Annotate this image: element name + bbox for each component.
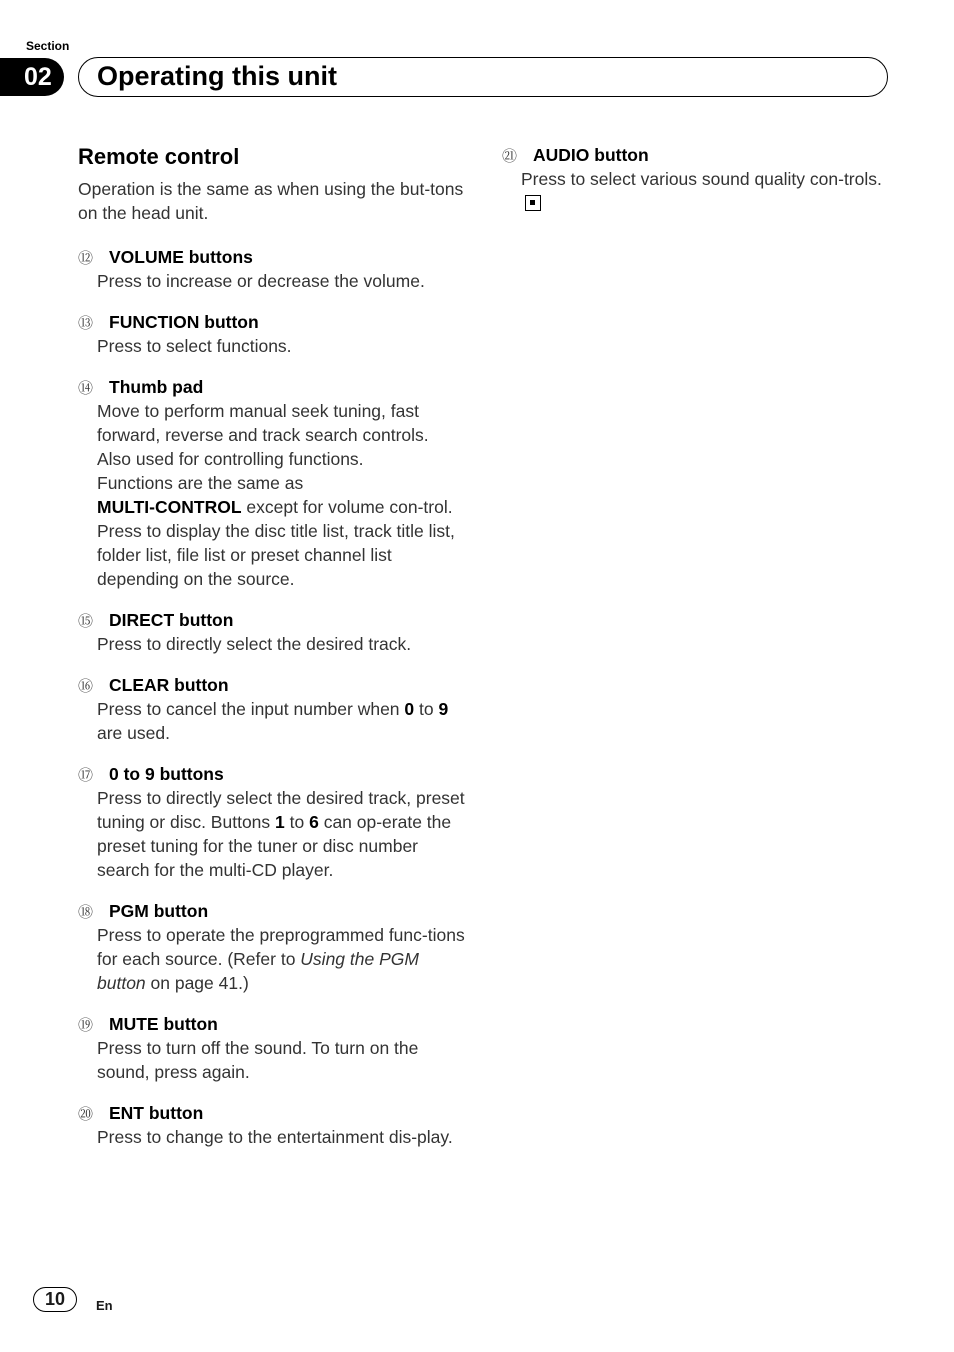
item-title: MUTE button bbox=[109, 1014, 218, 1034]
desc-text: Press to cancel the input number when bbox=[97, 699, 405, 719]
desc-text: on page 41.) bbox=[145, 973, 249, 993]
item-title: Thumb pad bbox=[109, 377, 204, 397]
item-clear bbox=[78, 673, 468, 745]
section-number-tab: 02 bbox=[0, 58, 64, 96]
desc-line: Press to display the disc title list, track title list, folder list, file list or preset channel list depending on the source. bbox=[97, 521, 455, 589]
item-description bbox=[97, 399, 468, 591]
item-volume bbox=[78, 245, 468, 293]
item-head bbox=[78, 245, 468, 269]
item-description: Press to change to the entertainment dis-play. bbox=[97, 1127, 453, 1147]
item-title: DIRECT button bbox=[109, 610, 234, 630]
left-column bbox=[78, 143, 468, 1166]
item-description: Press to select functions. bbox=[97, 336, 292, 356]
item-number-buttons bbox=[78, 762, 468, 882]
desc-line bbox=[97, 495, 468, 519]
bold-term: 6 bbox=[309, 812, 319, 832]
item-description bbox=[97, 786, 468, 882]
desc-line: Move to perform manual seek tuning, fast forward, reverse and track search controls. bbox=[97, 401, 429, 445]
title-bar bbox=[78, 57, 888, 97]
item-head bbox=[78, 375, 468, 399]
item-description bbox=[97, 697, 468, 745]
item-title: AUDIO button bbox=[533, 145, 649, 165]
desc-text: Press to operate the preprogrammed func-tions for each source. (Refer to bbox=[97, 925, 465, 969]
desc-line: Functions are the same as bbox=[97, 473, 304, 493]
item-direct bbox=[78, 608, 468, 656]
item-ent bbox=[78, 1101, 468, 1149]
page-number: 10 bbox=[33, 1287, 77, 1312]
item-title: FUNCTION button bbox=[109, 312, 259, 332]
bold-term: 9 bbox=[438, 699, 449, 719]
item-number: ⑯ bbox=[78, 678, 94, 695]
desc-text: to bbox=[284, 812, 310, 832]
item-number: ⑲ bbox=[78, 1017, 94, 1034]
bold-term: 0 bbox=[404, 699, 415, 719]
item-title: VOLUME buttons bbox=[109, 247, 253, 267]
item-audio bbox=[502, 143, 882, 215]
item-head bbox=[78, 608, 468, 632]
item-description bbox=[97, 923, 468, 995]
cross-reference: Using the PGM button bbox=[97, 949, 419, 993]
item-title: ENT button bbox=[109, 1103, 204, 1123]
item-title: 0 to 9 buttons bbox=[109, 764, 224, 784]
item-pgm bbox=[78, 899, 468, 995]
desc-text: Press to directly select the desired track, preset tuning or disc. Buttons bbox=[97, 788, 465, 832]
bold-term: 1 bbox=[275, 812, 285, 832]
item-number: ⑱ bbox=[78, 904, 94, 921]
item-head bbox=[502, 143, 882, 167]
desc-line: Also used for controlling functions. bbox=[97, 449, 364, 469]
item-head bbox=[78, 1012, 468, 1036]
item-number: ⑬ bbox=[78, 315, 94, 332]
item-number: ⑫ bbox=[78, 250, 94, 267]
language-code: En bbox=[96, 1298, 113, 1313]
item-head bbox=[78, 1101, 468, 1125]
item-description bbox=[521, 167, 882, 215]
item-head bbox=[78, 899, 468, 923]
right-column bbox=[502, 143, 882, 232]
desc-text: Press to select various sound quality con-trols. bbox=[521, 169, 882, 189]
bold-term: MULTI-CONTROL bbox=[97, 497, 242, 517]
section-heading: Remote control bbox=[78, 144, 240, 169]
desc-text: except for volume con-trol. bbox=[241, 497, 453, 517]
item-title: CLEAR button bbox=[109, 675, 229, 695]
item-number: ⑮ bbox=[78, 613, 94, 630]
item-number: ㉑ bbox=[502, 148, 518, 165]
item-mute bbox=[78, 1012, 468, 1084]
end-mark-icon bbox=[525, 195, 541, 211]
item-description: Press to turn off the sound. To turn on the sound, press again. bbox=[97, 1038, 419, 1082]
item-head bbox=[78, 762, 468, 786]
item-number: ⑳ bbox=[78, 1106, 94, 1123]
item-description: Press to directly select the desired track. bbox=[97, 634, 412, 654]
item-number: ⑰ bbox=[78, 767, 94, 784]
section-label: Section bbox=[26, 39, 70, 53]
item-title: PGM button bbox=[109, 901, 209, 921]
intro-text: Operation is the same as when using the but-tons on the head unit. bbox=[78, 179, 464, 223]
item-function bbox=[78, 310, 468, 358]
item-number: ⑭ bbox=[78, 380, 94, 397]
item-head bbox=[78, 310, 468, 334]
item-head bbox=[78, 673, 468, 697]
item-thumb-pad bbox=[78, 375, 468, 591]
desc-text: are used. bbox=[97, 723, 170, 743]
item-description: Press to increase or decrease the volume. bbox=[97, 271, 425, 291]
desc-text: to bbox=[414, 699, 439, 719]
desc-text: can op-erate the preset tuning for the tuner or disc number search for the multi-CD player. bbox=[97, 812, 452, 880]
page-title: Operating this unit bbox=[97, 61, 337, 91]
